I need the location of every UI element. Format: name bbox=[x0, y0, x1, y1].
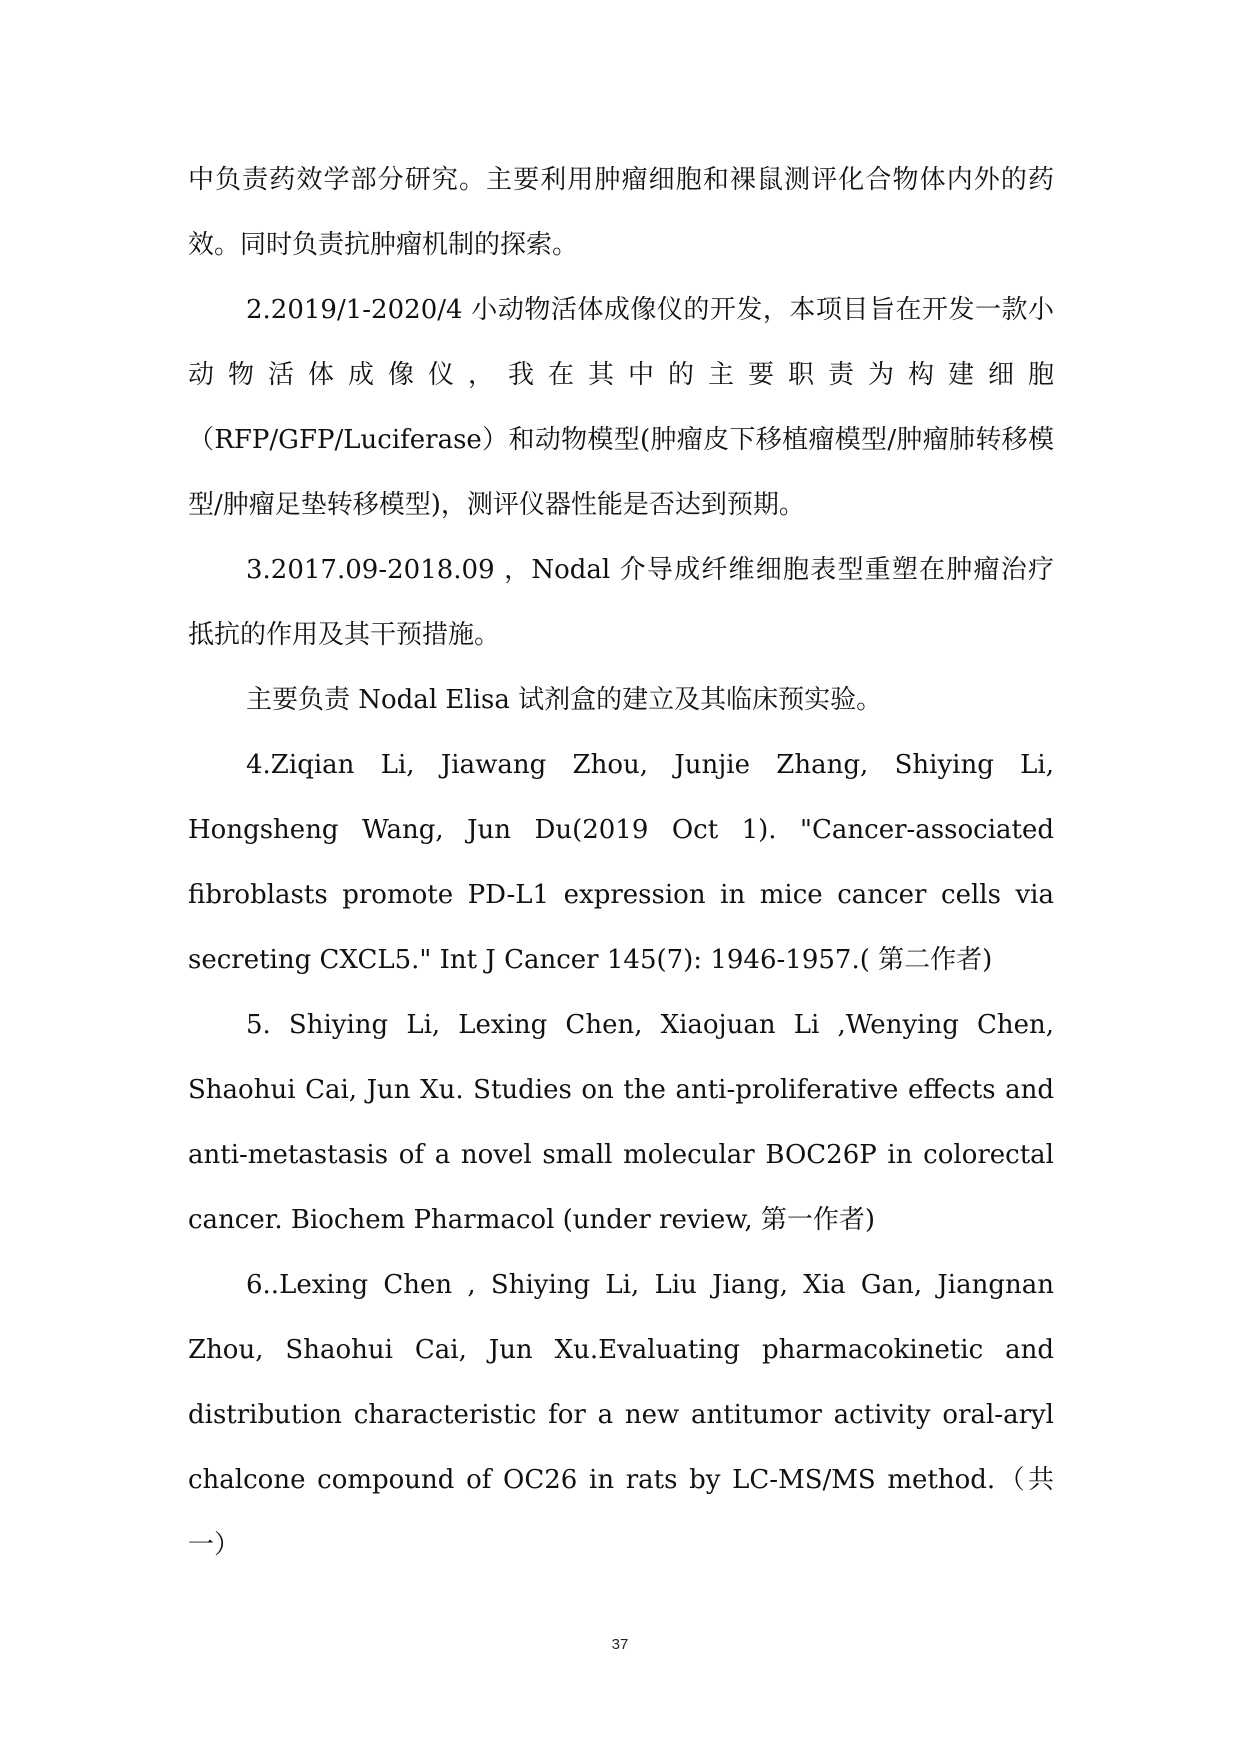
paragraph-item-4: 4.Ziqian Li, Jiawang Zhou, Junjie Zhang, Shiying Li, Hongsheng Wang, Jun Du(2019 Oct 1). "Cancer-associated fibroblasts promote PD-L1 expression in mice cancer cells via secreting CXCL5." Int J Cancer 145(7): 1946-1957.( 第二作者) bbox=[188, 750, 1054, 975]
paragraph-item-3-note: 主要负责 Nodal Elisa 试剂盒的建立及其临床预实验。 bbox=[246, 685, 883, 715]
body-text bbox=[188, 148, 1054, 1578]
paragraph-continuation: 中负责药效学部分研究。主要利用肿瘤细胞和裸鼠测评化合物体内外的药效。同时负责抗肿瘤机制的探索。 bbox=[188, 165, 1054, 260]
paragraph-item-2: 2.2019/1-2020/4 小动物活体成像仪的开发，本项目旨在开发一款小动物活体成像仪，我在其中的主要职责为构建细胞（RFP/GFP/Luciferase）和动物模型(肿瘤皮下移植瘤模型/肿瘤肺转移模型/肿瘤足垫转移模型)，测评仪器性能是否达到预期。 bbox=[188, 295, 1054, 520]
paragraph-item-6: 6..Lexing Chen , Shiying Li, Liu Jiang, Xia Gan, Jiangnan Zhou, Shaohui Cai, Jun Xu.Evaluating pharmacokinetic and distribution characteristic for a new antitumor activity oral-aryl chalcone compound of OC26 in rats by LC-MS/MS method.（共一） bbox=[188, 1270, 1054, 1560]
paragraph-item-3: 3.2017.09-2018.09 ，Nodal 介导成纤维细胞表型重塑在肿瘤治疗抵抗的作用及其干预措施。 bbox=[188, 555, 1054, 650]
page-number: 37 bbox=[611, 1636, 629, 1653]
paragraph-item-5: 5. Shiying Li, Lexing Chen, Xiaojuan Li ,Wenying Chen, Shaohui Cai, Jun Xu. Studies on the anti-proliferative effects and anti-metastasis of a novel small molecular BOC26P in colorectal cancer. Biochem Pharmacol (under review, 第一作者) bbox=[188, 1010, 1054, 1235]
